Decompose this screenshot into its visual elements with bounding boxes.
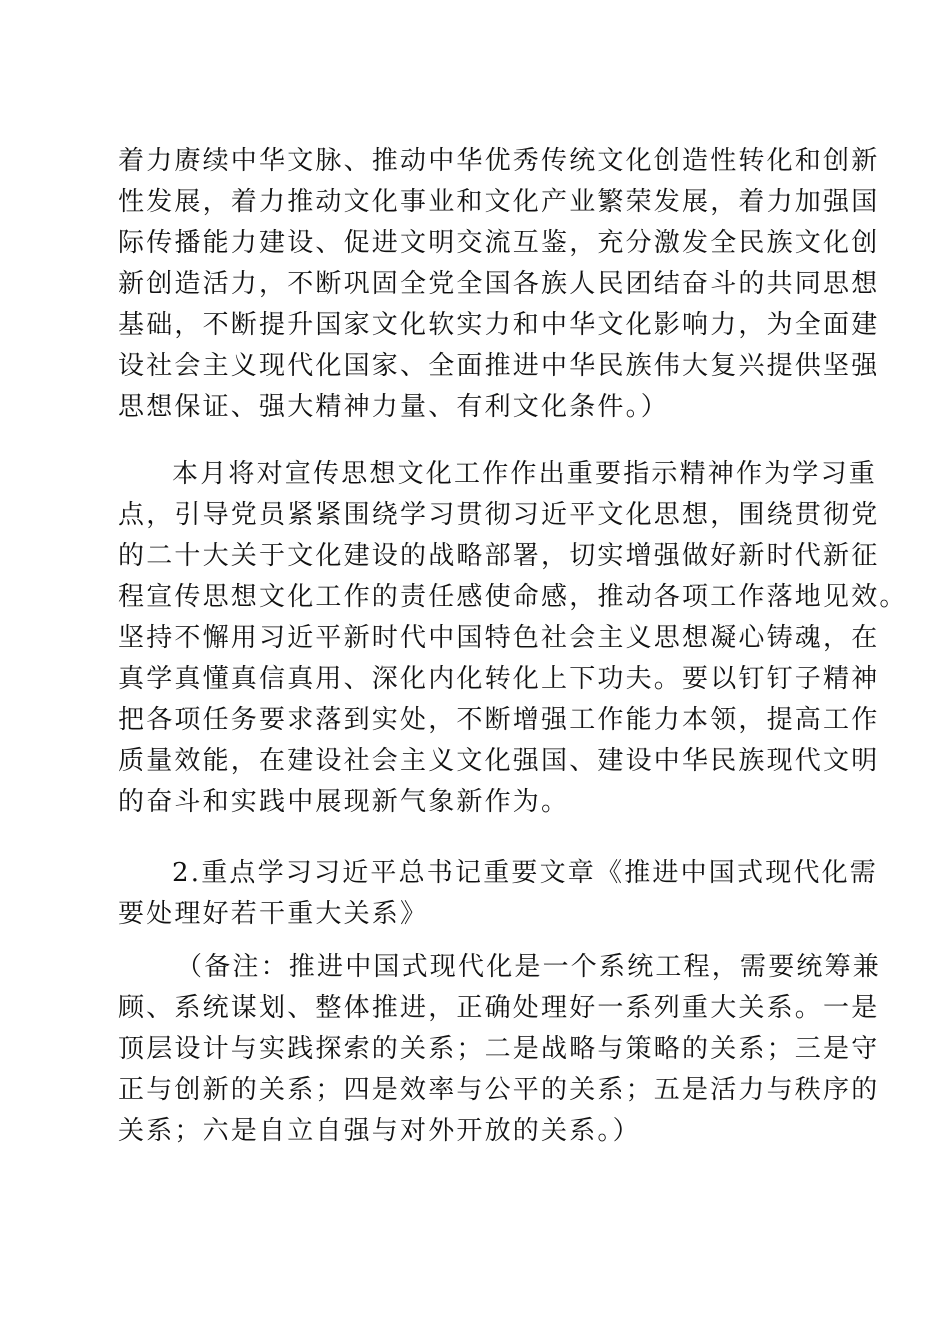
paragraph-line: 着力赓续中华文脉、推动中华优秀传统文化创造性转化和创新 [118, 146, 880, 176]
paragraph-line: （备注：推进中国式现代化是一个系统工程，需要统筹兼 [176, 952, 882, 982]
paragraph-line: 关系；六是自立自强与对外开放的关系。） [118, 1116, 641, 1146]
paragraph-line: 本月将对宣传思想文化工作作出重要指示精神作为学习重 [172, 459, 878, 489]
paragraph-line: 质量效能，在建设社会主义文化强国、建设中华民族现代文明 [118, 746, 880, 776]
paragraph-line: 的奋斗和实践中展现新气象新作为。 [118, 787, 570, 817]
paragraph-line: 基础，不断提升国家文化软实力和中华文化影响力，为全面建 [118, 310, 880, 340]
section-heading-line: 要处理好若干重大关系》 [118, 899, 429, 929]
paragraph-line: 把各项任务要求落到实处，不断增强工作能力本领，提高工作 [118, 705, 880, 735]
paragraph-3-heading [118, 853, 879, 935]
paragraph-4-note [118, 947, 882, 1152]
paragraph-line: 设社会主义现代化国家、全面推进中华民族伟大复兴提供坚强 [118, 351, 880, 381]
paragraph-line: 点，引导党员紧紧围绕学习贯彻习近平文化思想，围绕贯彻党 [118, 500, 880, 530]
paragraph-line: 际传播能力建设、促进文明交流互鉴，充分激发全民族文化创 [118, 228, 880, 258]
paragraph-line: 真学真懂真信真用、深化内化转化上下功夫。要以钉钉子精神 [118, 664, 880, 694]
paragraph-line: 坚持不懈用习近平新时代中国特色社会主义思想凝心铸魂，在 [118, 623, 880, 653]
paragraph-line: 顶层设计与实践探索的关系；二是战略与策略的关系；三是守 [118, 1034, 880, 1064]
paragraph-line: 程宣传思想文化工作的责任感使命感，推动各项工作落地见效。 [118, 582, 908, 612]
section-heading-line: 2.重点学习习近平总书记重要文章《推进中国式现代化需 [172, 858, 879, 888]
paragraph-1 [118, 141, 880, 428]
paragraph-line: 顾、系统谋划、整体推进，正确处理好一系列重大关系。一是 [118, 993, 880, 1023]
paragraph-line: 新创造活力，不断巩固全党全国各族人民团结奋斗的共同思想 [118, 269, 880, 299]
paragraph-line: 思想保证、强大精神力量、有利文化条件。） [118, 392, 670, 422]
paragraph-line: 性发展，着力推动文化事业和文化产业繁荣发展，着力加强国 [118, 187, 880, 217]
paragraph-line: 正与创新的关系；四是效率与公平的关系；五是活力与秩序的 [118, 1075, 880, 1105]
paragraph-line: 的二十大关于文化建设的战略部署，切实增强做好新时代新征 [118, 541, 880, 571]
paragraph-2 [118, 454, 908, 823]
